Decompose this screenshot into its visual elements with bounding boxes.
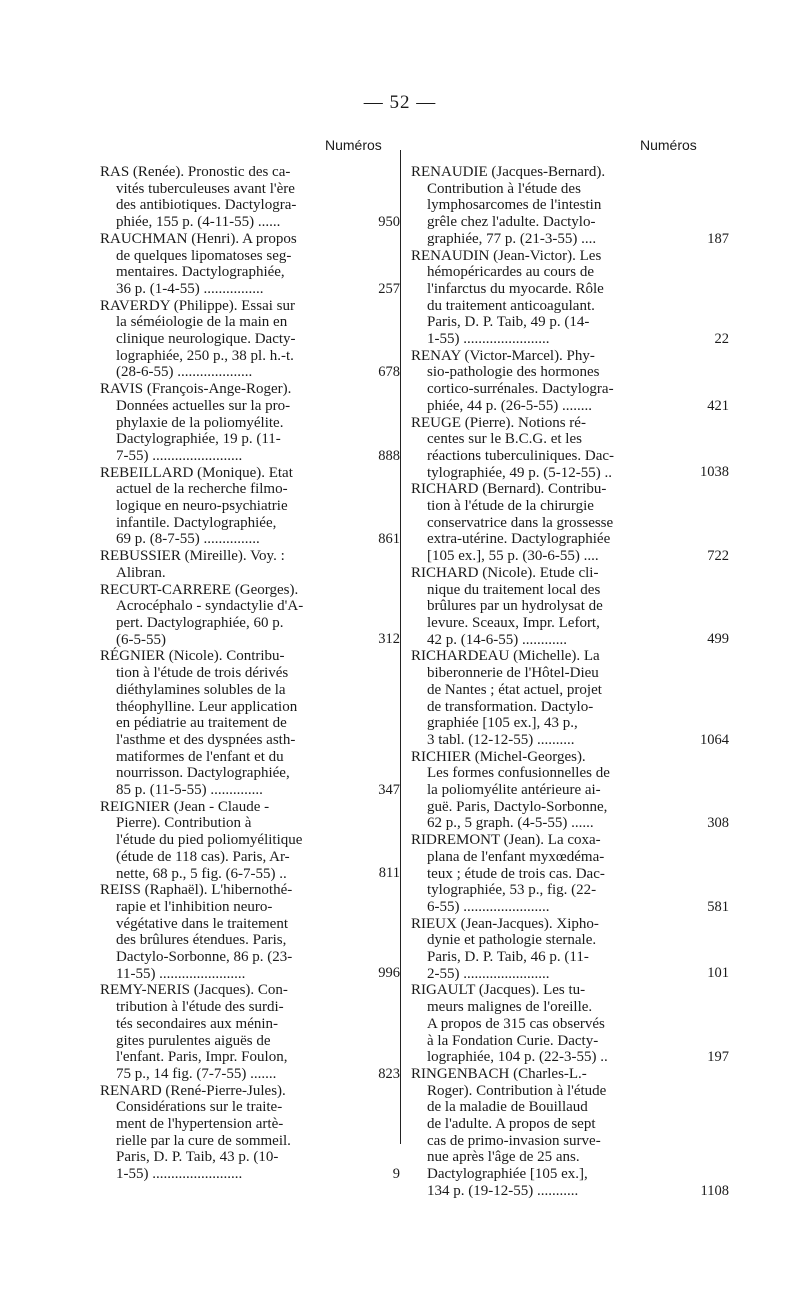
entry-line: gites purulentes aiguës de: [116, 1032, 271, 1049]
entry-line: 2-55) .......................: [427, 965, 550, 982]
index-entry: [100, 648, 400, 799]
entry-line: REMY-NERIS (Jacques). Con-: [100, 982, 288, 999]
entry-line: RAS (Renée). Pronostic des ca-: [100, 164, 291, 180]
entry-number: 996: [378, 965, 400, 982]
entry-line: végétative dans le traitement: [116, 915, 289, 932]
entry-line: RICHARD (Bernard). Contribu-: [411, 481, 607, 498]
entry-text: [411, 348, 671, 415]
entry-line: REBEILLARD (Monique). Etat: [100, 464, 293, 481]
entry-line: REBUSSIER (Mireille). Voy. :: [100, 548, 285, 565]
entry-line: levure. Sceaux, Impr. Lefort,: [427, 614, 600, 631]
entry-text: [100, 648, 362, 798]
entry-line: RAUCHMAN (Henri). A propos: [100, 230, 297, 247]
entry-number: 823: [378, 1065, 400, 1082]
index-entry: [100, 982, 400, 1082]
entry-line: vités tuberculeuses avant l'ère: [116, 180, 295, 197]
entry-line: biberonnerie de l'Hôtel-Dieu: [427, 665, 599, 682]
entry-line: RENARD (René-Pierre-Jules).: [100, 1082, 286, 1099]
entry-text: [100, 381, 362, 465]
entry-number: 1108: [700, 1182, 729, 1199]
entry-line: 134 p. (19-12-55) ...........: [427, 1182, 579, 1199]
entry-line: actuel de la recherche filmo-: [116, 481, 288, 498]
entry-line: 1-55) .......................: [427, 331, 550, 348]
entry-line: [105 ex.], 55 p. (30-6-55) ....: [427, 548, 599, 565]
entry-line: (6-5-55): [116, 631, 166, 648]
entry-line: rielle par la cure de sommeil.: [116, 1132, 291, 1149]
entry-line: RAVIS (François-Ange-Roger).: [100, 381, 292, 398]
entry-line: nue après l'âge de 25 ans.: [427, 1149, 580, 1166]
entry-line: tylographiée, 49 p. (5-12-55) ..: [427, 464, 612, 481]
entry-line: de quelques lipomatoses seg-: [116, 247, 292, 264]
entry-line: tés secondaires aux ménin-: [116, 1015, 279, 1032]
entry-line: diéthylamines solubles de la: [116, 681, 286, 698]
entry-line: ment de l'hypertension artè-: [116, 1116, 284, 1133]
entry-line: des antibiotiques. Dactylogra-: [116, 197, 297, 214]
entry-line: 62 p., 5 graph. (4-5-55) ......: [427, 815, 594, 832]
entry-line: Dactylographiée, 19 p. (11-: [116, 431, 281, 448]
entry-number: 722: [707, 547, 729, 564]
entry-line: 6-55) .......................: [427, 898, 550, 915]
entry-line: logique en neuro-psychiatrie: [116, 498, 288, 515]
entry-number: 197: [707, 1048, 729, 1065]
page-number: — 52 —: [363, 92, 437, 113]
entry-line: à la Fondation Curie. Dacty-: [427, 1032, 599, 1049]
entry-number: 421: [707, 397, 729, 414]
index-entry: [100, 548, 362, 581]
index-entry: [100, 1082, 400, 1183]
entry-number: 581: [707, 898, 729, 915]
entry-line: tylographiée, 53 p., fig. (22-: [427, 882, 597, 899]
left-column-header: Numéros: [325, 137, 382, 153]
entry-number: 811: [378, 865, 400, 882]
index-entry: [100, 297, 400, 382]
entry-text: [411, 164, 671, 248]
entry-line: RINGENBACH (Charles-L.-: [411, 1065, 587, 1082]
entry-line: Roger). Contribution à l'étude: [427, 1082, 607, 1099]
index-entry: [411, 164, 729, 248]
entry-line: REUGE (Pierre). Notions ré-: [411, 414, 586, 431]
entry-line: infantile. Dactylographiée,: [116, 514, 277, 531]
entry-line: de l'adulte. A propos de sept: [427, 1116, 596, 1133]
entry-line: théophylline. Leur application: [116, 698, 298, 715]
entry-text: [411, 248, 671, 348]
entry-line: lymphosarcomes de l'intestin: [427, 197, 602, 214]
column-divider: [400, 150, 401, 1144]
entry-line: la séméiologie de la main en: [116, 314, 288, 331]
entry-text: [411, 982, 671, 1066]
entry-line: l'enfant. Paris, Impr. Foulon,: [116, 1049, 288, 1066]
index-entry: [100, 882, 400, 982]
entry-number: 257: [378, 280, 400, 297]
entry-text: [411, 1066, 671, 1200]
entry-line: lographiée, 250 p., 38 pl. h.-t.: [116, 347, 294, 364]
entry-line: guë. Paris, Dactylo-Sorbonne,: [427, 798, 608, 815]
entry-number: 950: [378, 213, 400, 230]
index-entry: [100, 381, 400, 465]
entry-line: RIDREMONT (Jean). La coxa-: [411, 832, 601, 849]
entry-line: Dactylo-Sorbonne, 86 p. (23-: [116, 949, 293, 966]
entry-line: hémopéricardes au cours de: [427, 264, 595, 281]
entry-number: 22: [714, 330, 729, 347]
entry-line: REISS (Raphaël). L'hibernothé-: [100, 882, 293, 899]
entry-text: [100, 298, 362, 382]
entry-text: [411, 832, 671, 916]
entry-text: [100, 164, 362, 231]
entry-number: 678: [378, 364, 400, 381]
entry-number: 347: [378, 781, 400, 798]
entry-text: [100, 799, 362, 883]
entry-text: [100, 548, 362, 581]
entry-line: 75 p., 14 fig. (7-7-55) .......: [116, 1065, 277, 1082]
entry-line: A propos de 315 cas observés: [427, 1015, 605, 1032]
index-entry: [100, 581, 400, 649]
entry-line: de transformation. Dactylo-: [427, 698, 594, 715]
entry-line: Dactylographiée [105 ex.],: [427, 1166, 588, 1183]
entry-line: grêle chez l'adulte. Dactylo-: [427, 214, 596, 231]
entry-text: [411, 415, 671, 482]
entry-text: [100, 982, 362, 1082]
entry-line: RENAUDIN (Jean-Victor). Les: [411, 247, 602, 264]
entry-text: [411, 565, 671, 649]
entry-line: RIGAULT (Jacques). Les tu-: [411, 982, 586, 999]
entry-number: 1038: [700, 464, 729, 481]
index-entry: [411, 915, 729, 983]
entry-text: [100, 231, 362, 298]
right-column: [411, 164, 729, 1200]
entry-text: [411, 481, 671, 565]
left-column: [100, 164, 400, 1183]
entry-line: plana de l'enfant myxœdéma-: [427, 848, 605, 865]
entry-line: sio-pathologie des hormones: [427, 364, 600, 381]
entry-line: du traitement anticoagulant.: [427, 297, 595, 314]
entry-line: cortico-surrénales. Dactylogra-: [427, 381, 614, 398]
entry-line: nette, 68 p., 5 fig. (6-7-55) ..: [116, 865, 287, 882]
right-column-header: Numéros: [640, 137, 697, 153]
entry-line: RIEUX (Jean-Jacques). Xipho-: [411, 915, 599, 932]
entry-line: l'asthme et des dyspnées asth-: [116, 731, 296, 748]
entry-line: en pédiatrie au traitement de: [116, 715, 287, 732]
entry-line: meurs malignes de l'oreille.: [427, 999, 593, 1016]
entry-number: 187: [707, 230, 729, 247]
entry-line: Acrocéphalo - syndactylie d'A-: [116, 598, 304, 615]
entry-line: Alibran.: [116, 564, 166, 581]
entry-line: 3 tabl. (12-12-55) ..........: [427, 731, 575, 748]
entry-line: graphiée [105 ex.], 43 p.,: [427, 715, 578, 732]
entry-line: 1-55) ........................: [116, 1166, 243, 1183]
entry-line: l'infarctus du myocarde. Rôle: [427, 280, 604, 297]
entry-number: 499: [707, 631, 729, 648]
index-entry: [100, 798, 400, 883]
entry-line: l'étude du pied poliomyélitique: [116, 832, 303, 849]
entry-number: 308: [707, 815, 729, 832]
entry-line: Paris, D. P. Taib, 43 p. (10-: [116, 1149, 279, 1166]
entry-line: matiformes de l'enfant et du: [116, 748, 284, 765]
entry-line: la poliomyélite antérieure ai-: [427, 782, 601, 799]
entry-number: 1064: [700, 731, 729, 748]
entry-line: pert. Dactylographiée, 60 p.: [116, 614, 284, 631]
entry-line: de la maladie de Bouillaud: [427, 1099, 588, 1116]
entry-line: rapie et l'inhibition neuro-: [116, 898, 273, 915]
entry-number: 888: [378, 447, 400, 464]
entry-line: cas de primo-invasion surve-: [427, 1132, 601, 1149]
entry-line: Paris, D. P. Taib, 49 p. (14-: [427, 314, 590, 331]
entry-line: 11-55) .......................: [116, 965, 246, 982]
index-entry: [100, 164, 400, 231]
entry-line: dynie et pathologie sternale.: [427, 932, 597, 949]
entry-line: 85 p. (11-5-55) ..............: [116, 782, 263, 799]
entry-line: Données actuelles sur la pro-: [116, 397, 291, 414]
index-entry: [411, 481, 729, 565]
entry-line: RICHARDEAU (Michelle). La: [411, 648, 600, 665]
entry-line: nourrisson. Dactylographiée,: [116, 765, 290, 782]
index-entry: [411, 247, 729, 348]
entry-number: 9: [392, 1165, 400, 1182]
entry-text: [411, 916, 671, 983]
entry-line: nique du traitement local des: [427, 581, 601, 598]
entry-line: RICHARD (Nicole). Etude cli-: [411, 564, 599, 581]
entry-line: tribution à l'étude des surdi-: [116, 999, 284, 1016]
entry-line: phiée, 44 p. (26-5-55) ........: [427, 397, 592, 414]
entry-line: clinique neurologique. Dacty-: [116, 331, 296, 348]
entry-line: 7-55) ........................: [116, 447, 243, 464]
entry-line: RICHIER (Michel-Georges).: [411, 748, 586, 765]
entry-line: RECURT-CARRERE (Georges).: [100, 581, 299, 598]
entry-line: 69 p. (8-7-55) ...............: [116, 531, 260, 548]
entry-line: réactions tuberculiniques. Dac-: [427, 447, 615, 464]
entry-line: RAVERDY (Philippe). Essai sur: [100, 297, 295, 314]
entry-text: [100, 582, 362, 649]
entry-line: phylaxie de la poliomyélite.: [116, 414, 284, 431]
entry-line: lographiée, 104 p. (22-3-55) ..: [427, 1049, 608, 1066]
entry-text: [100, 1083, 362, 1183]
entry-line: Paris, D. P. Taib, 46 p. (11-: [427, 949, 589, 966]
entry-line: centes sur le B.C.G. et les: [427, 431, 582, 448]
entry-number: 101: [707, 965, 729, 982]
entry-line: extra-utérine. Dactylographiée: [427, 531, 611, 548]
index-entry: [411, 414, 729, 482]
entry-text: [411, 648, 671, 748]
index-entry: [411, 748, 729, 833]
index-entry: [411, 347, 729, 415]
entry-line: conservatrice dans la grossesse: [427, 514, 614, 531]
entry-line: RENAY (Victor-Marcel). Phy-: [411, 347, 595, 364]
index-entry: [411, 1065, 729, 1200]
entry-line: Considérations sur le traite-: [116, 1099, 283, 1116]
entry-line: tion à l'étude de trois dérivés: [116, 665, 289, 682]
entry-number: 312: [378, 631, 400, 648]
entry-line: RENAUDIE (Jacques-Bernard).: [411, 164, 606, 180]
index-entry: [411, 648, 729, 748]
entry-line: (étude de 118 cas). Paris, Ar-: [116, 848, 290, 865]
entry-number: 861: [378, 531, 400, 548]
entry-line: 42 p. (14-6-55) ............: [427, 631, 567, 648]
entry-text: [100, 882, 362, 982]
entry-line: graphiée, 77 p. (21-3-55) ....: [427, 230, 597, 247]
entry-line: teux ; étude de trois cas. Dac-: [427, 865, 605, 882]
entry-line: RÉGNIER (Nicole). Contribu-: [100, 648, 285, 665]
index-entry: [100, 230, 400, 298]
entry-text: [100, 465, 362, 549]
index-entry: [100, 464, 400, 549]
entry-line: tion à l'étude de la chirurgie: [427, 498, 594, 515]
entry-line: mentaires. Dactylographiée,: [116, 264, 285, 281]
entry-text: [411, 749, 671, 833]
entry-line: Les formes confusionnelles de: [427, 765, 610, 782]
index-entry: [411, 832, 729, 916]
index-entry: [411, 564, 729, 649]
entry-line: Contribution à l'étude des: [427, 180, 581, 197]
entry-line: (28-6-55) ....................: [116, 364, 253, 381]
entry-line: de Nantes ; état actuel, projet: [427, 681, 602, 698]
entry-line: brûlures par un hydrolysat de: [427, 598, 603, 615]
index-entry: [411, 982, 729, 1066]
entry-line: des brûlures étendues. Paris,: [116, 932, 287, 949]
entry-line: REIGNIER (Jean - Claude -: [100, 798, 270, 815]
entry-line: Pierre). Contribution à: [116, 815, 252, 832]
entry-line: 36 p. (1-4-55) ................: [116, 280, 264, 297]
entry-line: phiée, 155 p. (4-11-55) ......: [116, 214, 281, 231]
